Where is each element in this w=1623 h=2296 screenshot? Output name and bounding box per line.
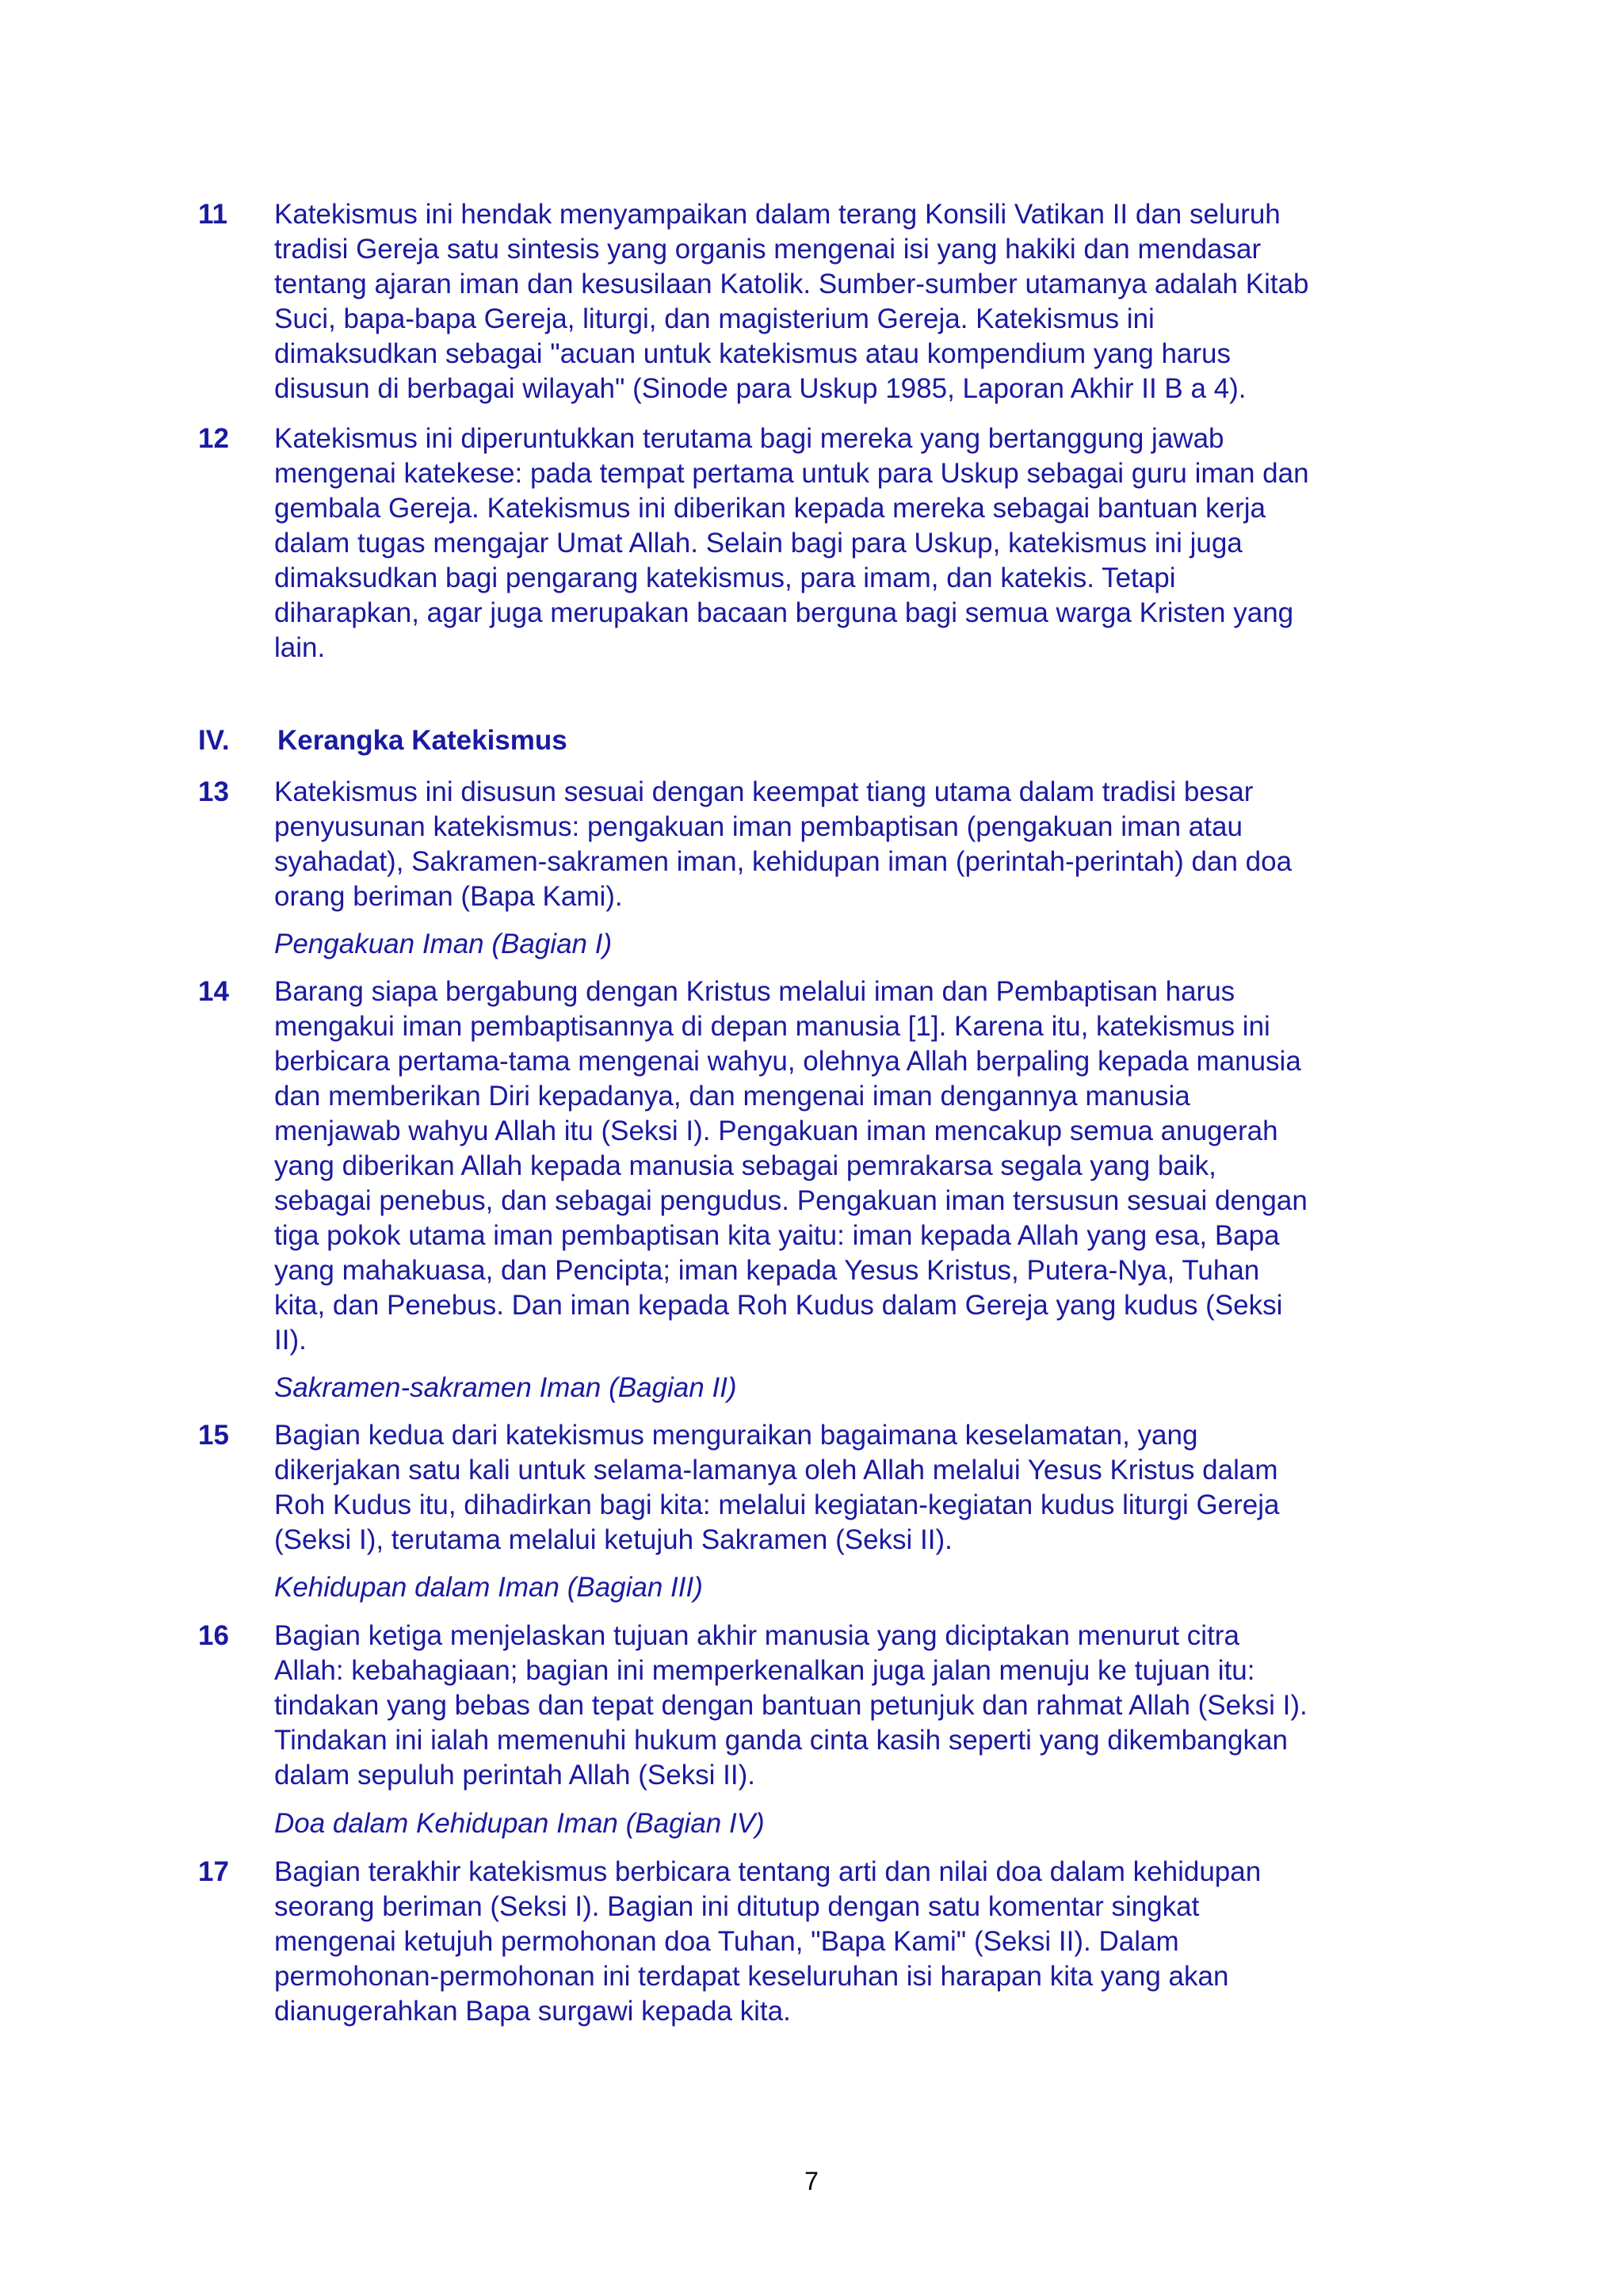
subheading-part-3: Kehidupan dalam Iman (Bagian III)	[274, 1572, 703, 1603]
paragraph-text: Bagian kedua dari katekismus menguraikan bagaimana keselamatan, yang dikerjakan satu kali untuk selama-lamanya oleh Allah melalui Yesus Kristus dalam Roh Kudus itu, dihadirkan bagi kita: melalui kegiatan-kegiatan kudus liturgi Gereja (Seksi I), terutama melalui ketujuh Sakramen (Seksi II).	[274, 1420, 1280, 1555]
paragraph-number: 12	[198, 423, 229, 454]
paragraph-text: Katekismus ini disusun sesuai dengan keempat tiang utama dalam tradisi besar penyusunan katekismus: pengakuan iman pembaptisan (pengakuan iman atau syahadat), Sakramen-sakramen iman, kehidupan iman (perintah-perintah) dan doa orang beriman (Bapa Kami).	[274, 776, 1293, 912]
paragraph-number: 13	[198, 776, 229, 807]
paragraph-number: 14	[198, 976, 229, 1007]
page-number: 7	[804, 2167, 819, 2195]
paragraph-text: Katekismus ini hendak menyampaikan dalam terang Konsili Vatikan II dan seluruh tradisi Gereja satu sintesis yang organis mengenai isi yang hakiki dan mendasar tentang ajaran iman dan kesusilaan Katolik. Sumber-sumber utamanya adalah Kitab Suci, bapa-bapa Gereja, liturgi, dan magisterium Gereja. Katekismus ini dimaksudkan sebagai "acuan untuk katekismus atau kompendium yang harus disusun di berbagai wilayah" (Sinode para Uskup 1985, Laporan Akhir II B a 4).	[274, 199, 1309, 404]
paragraph-number: 16	[198, 1620, 229, 1651]
paragraph-text: Barang siapa bergabung dengan Kristus melalui iman dan Pembaptisan harus mengakui iman pembaptisannya di depan manusia [1]. Karena itu, katekismus ini berbicara pertama-tama mengenai wahyu, olehnya Allah berpaling kepada manusia dan memberikan Diri kepadanya, dan mengenai iman dengannya manusia menjawab wahyu Allah itu (Seksi I). Pengakuan iman mencakup semua anugerah yang diberikan Allah kepada manusia sebagai pemrakarsa segala yang baik, sebagai penebus, dan sebagai pengudus. Pengakuan iman tersusun sesuai dengan tiga pokok utama iman pembaptisan kita yaitu: iman kepada Allah yang esa, Bapa yang mahakuasa, dan Pencipta; iman kepada Yesus Kristus, Putera-Nya, Tuhan kita, dan Penebus. Dan iman kepada Roh Kudus dalam Gereja yang kudus (Seksi II).	[274, 976, 1308, 1356]
paragraph-text: Katekismus ini diperuntukkan terutama bagi mereka yang bertanggung jawab mengenai katekese: pada tempat pertama untuk para Uskup sebagai guru iman dan gembala Gereja. Katekismus ini diberikan kepada mereka sebagai bantuan kerja dalam tugas mengajar Umat Allah. Selain bagi para Uskup, katekismus ini juga dimaksudkan bagi pengarang katekismus, para imam, dan katekis. Tetapi diharapkan, agar juga merupakan bacaan berguna bagi semua warga Kristen yang lain.	[274, 423, 1309, 663]
paragraph-text: Bagian ketiga menjelaskan tujuan akhir manusia yang diciptakan menurut citra Allah: kebahagiaan; bagian ini memperkenalkan juga jalan menuju ke tujuan itu: tindakan yang bebas dan tepat dengan bantuan petunjuk dan rahmat Allah (Seksi I). Tindakan ini ialah memenuhi hukum ganda cinta kasih seperti yang dikembangkan dalam sepuluh perintah Allah (Seksi II).	[274, 1620, 1308, 1791]
paragraph-number: 15	[198, 1420, 229, 1451]
subheading-part-2: Sakramen-sakramen Iman (Bagian II)	[274, 1372, 737, 1403]
paragraph-number: 11	[198, 199, 227, 230]
section-number: IV.	[198, 725, 230, 756]
section-title: Kerangka Katekismus	[277, 725, 567, 756]
paragraph-text: Bagian terakhir katekismus berbicara tentang arti dan nilai doa dalam kehidupan seorang beriman (Seksi I). Bagian ini ditutup dengan satu komentar singkat mengenai ketujuh permohonan doa Tuhan, "Bapa Kami" (Seksi II). Dalam permohonan-permohonan ini terdapat keseluruhan isi harapan kita yang akan dianugerahkan Bapa surgawi kepada kita.	[274, 1856, 1262, 2027]
paragraph-number: 17	[198, 1856, 229, 1887]
subheading-part-4: Doa dalam Kehidupan Iman (Bagian IV)	[274, 1808, 765, 1839]
subheading-part-1: Pengakuan Iman (Bagian I)	[274, 929, 613, 959]
